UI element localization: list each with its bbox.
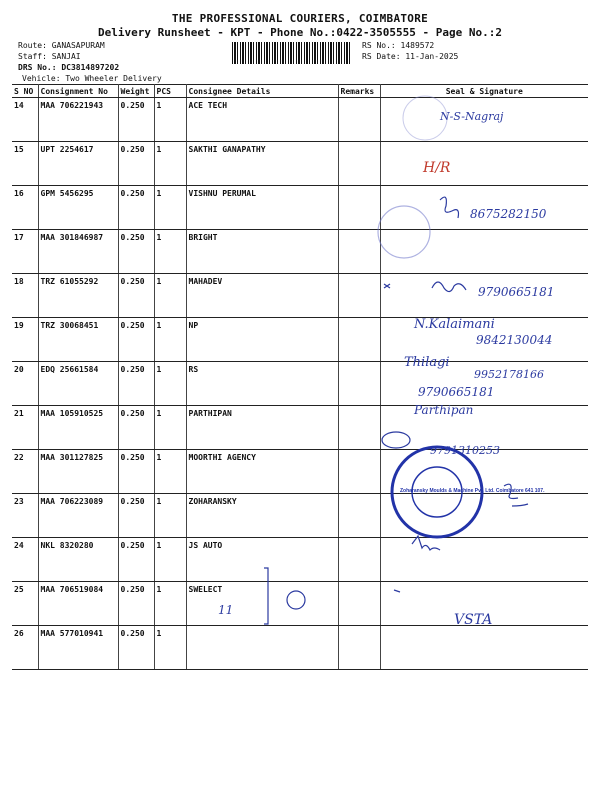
cell-pcs: 1 [154, 274, 186, 318]
cell-remarks [338, 274, 380, 318]
signature-row20: Thilagi [404, 355, 450, 370]
cell-pcs: 1 [154, 450, 186, 494]
cell-consignment: UPT 2254617 [38, 142, 118, 186]
cell-consignment: TRZ 30068451 [38, 318, 118, 362]
table-row [12, 538, 588, 582]
cell-consignee: RS [186, 362, 338, 406]
signature-row14: N-S-Nagraj [440, 110, 504, 123]
cell-weight: 0.250 [118, 626, 154, 670]
cell-consignee: SAKTHI GANAPATHY [186, 142, 338, 186]
cell-consignee: MAHADEV [186, 274, 338, 318]
cell-consignment: MAA 105910525 [38, 406, 118, 450]
cell-signature [380, 494, 588, 538]
cell-remarks [338, 538, 380, 582]
stamp-text: Zoharansky Moulds & Machine Pvt. Ltd. Coimbatore 641 107. [400, 488, 545, 494]
cell-weight: 0.250 [118, 230, 154, 274]
phone-row20: 9952178166 [474, 368, 544, 381]
table-row [12, 406, 588, 450]
signature-row26: VSTA [454, 612, 493, 628]
cell-consignee: PARTHIPAN [186, 406, 338, 450]
cell-pcs: 1 [154, 142, 186, 186]
cell-sno: 25 [12, 582, 38, 626]
cell-signature [380, 406, 588, 450]
signature-row21: Parthipan [414, 403, 474, 417]
table-row [12, 274, 588, 318]
cell-consignee: BRIGHT [186, 230, 338, 274]
cell-weight: 0.250 [118, 186, 154, 230]
barcode [232, 42, 350, 64]
table-row [12, 582, 588, 626]
cell-weight: 0.250 [118, 494, 154, 538]
cell-consignee: NP [186, 318, 338, 362]
cell-pcs: 1 [154, 230, 186, 274]
cell-weight: 0.250 [118, 274, 154, 318]
cell-remarks [338, 450, 380, 494]
document-title: THE PROFESSIONAL COURIERS, COIMBATORE [171, 12, 429, 25]
cell-signature [380, 362, 588, 406]
cell-consignment: MAA 301127825 [38, 450, 118, 494]
cell-consignee: VISHNU PERUMAL [186, 186, 338, 230]
cell-weight: 0.250 [118, 450, 154, 494]
cell-pcs: 1 [154, 98, 186, 142]
cell-remarks [338, 318, 380, 362]
cell-remarks [338, 494, 380, 538]
rs-date: RS Date: 11-Jan-2025 [362, 52, 459, 61]
header-weight: Weight [118, 85, 154, 98]
signature-row19: N.Kalaimani [414, 317, 495, 332]
cell-consignee [186, 626, 338, 670]
phone-row22: 9791310253 [430, 444, 500, 457]
cell-signature [380, 186, 588, 230]
table-row [12, 142, 588, 186]
phone-row19: 9842130044 [476, 333, 553, 347]
cell-sno: 16 [12, 186, 38, 230]
cell-sno: 23 [12, 494, 38, 538]
cell-consignment: MAA 301846987 [38, 230, 118, 274]
cell-pcs: 1 [154, 318, 186, 362]
cell-pcs: 1 [154, 186, 186, 230]
cell-sno: 15 [12, 142, 38, 186]
drs-label: DRS No.: DC3814897202 [18, 63, 120, 72]
cell-signature [380, 538, 588, 582]
header-sno: S NO [12, 85, 38, 98]
cell-consignment: EDQ 25661584 [38, 362, 118, 406]
cell-sno: 21 [12, 406, 38, 450]
cell-sno: 19 [12, 318, 38, 362]
cell-signature [380, 318, 588, 362]
rs-number: RS No.: 1489572 [362, 41, 435, 50]
cell-signature [380, 450, 588, 494]
cell-remarks [338, 230, 380, 274]
cell-remarks [338, 98, 380, 142]
cell-pcs: 1 [154, 582, 186, 626]
cell-remarks [338, 406, 380, 450]
cell-sno: 24 [12, 538, 38, 582]
cell-weight: 0.250 [118, 142, 154, 186]
table-row [12, 98, 588, 142]
cell-weight: 0.250 [118, 318, 154, 362]
table-row [12, 626, 588, 670]
note-row26: 11 [218, 603, 234, 617]
table-header-row [12, 85, 588, 98]
cell-pcs: 1 [154, 494, 186, 538]
cell-weight: 0.250 [118, 362, 154, 406]
cell-pcs: 1 [154, 626, 186, 670]
header-pcs: PCS [154, 85, 186, 98]
cell-consignee: MOORTHI AGENCY [186, 450, 338, 494]
cell-consignee: ZOHARANSKY [186, 494, 338, 538]
signature-row15: H/R [423, 160, 451, 176]
cell-weight: 0.250 [118, 406, 154, 450]
cell-signature [380, 98, 588, 142]
cell-remarks [338, 362, 380, 406]
cell-remarks [338, 186, 380, 230]
cell-sno: 17 [12, 230, 38, 274]
header-consignment: Consignment No [38, 85, 118, 98]
cell-weight: 0.250 [118, 98, 154, 142]
cell-signature [380, 230, 588, 274]
header-seal-signature: Seal & Signature [380, 85, 588, 98]
cell-consignment: NKL 8320280 [38, 538, 118, 582]
cell-sno: 20 [12, 362, 38, 406]
phone-row17: 8675282150 [470, 207, 547, 221]
cell-consignment: MAA 706221943 [38, 98, 118, 142]
cell-signature [380, 274, 588, 318]
cell-remarks [338, 582, 380, 626]
header-consignee: Consignee Details [186, 85, 338, 98]
cell-remarks [338, 626, 380, 670]
cell-sno: 14 [12, 98, 38, 142]
table-row [12, 230, 588, 274]
staff-label: Staff: SANJAI [18, 52, 81, 61]
cell-consignee: SWELECT [186, 582, 338, 626]
cell-consignment: MAA 706519084 [38, 582, 118, 626]
cell-signature [380, 626, 588, 670]
table-row [12, 362, 588, 406]
table-row [12, 186, 588, 230]
cell-consignment: TRZ 61055292 [38, 274, 118, 318]
cell-consignment: MAA 706223089 [38, 494, 118, 538]
cell-sno: 18 [12, 274, 38, 318]
cell-weight: 0.250 [118, 538, 154, 582]
table-row [12, 494, 588, 538]
table-row [12, 450, 588, 494]
document-subtitle: Delivery Runsheet - KPT - Phone No.:0422-3505555 - Page No.:2 [98, 26, 502, 39]
phone-row18: 9790665181 [478, 285, 555, 299]
cell-pcs: 1 [154, 406, 186, 450]
cell-weight: 0.250 [118, 582, 154, 626]
runsheet-table [12, 84, 588, 670]
table-row [12, 318, 588, 362]
cell-pcs: 1 [154, 362, 186, 406]
cell-remarks [338, 142, 380, 186]
header-remarks: Remarks [338, 85, 380, 98]
cell-sno: 22 [12, 450, 38, 494]
cell-consignee: ACE TECH [186, 98, 338, 142]
cell-signature [380, 142, 588, 186]
route-label: Route: GANASAPURAM [18, 41, 105, 50]
cell-pcs: 1 [154, 538, 186, 582]
cell-sno: 26 [12, 626, 38, 670]
cell-consignee: JS AUTO [186, 538, 338, 582]
cell-consignment: MAA 577010941 [38, 626, 118, 670]
cell-consignment: GPM 5456295 [38, 186, 118, 230]
vehicle-label: Vehicle: Two Wheeler Delivery [22, 74, 162, 83]
phone-row21: 9790665181 [418, 385, 495, 399]
cell-signature [380, 582, 588, 626]
